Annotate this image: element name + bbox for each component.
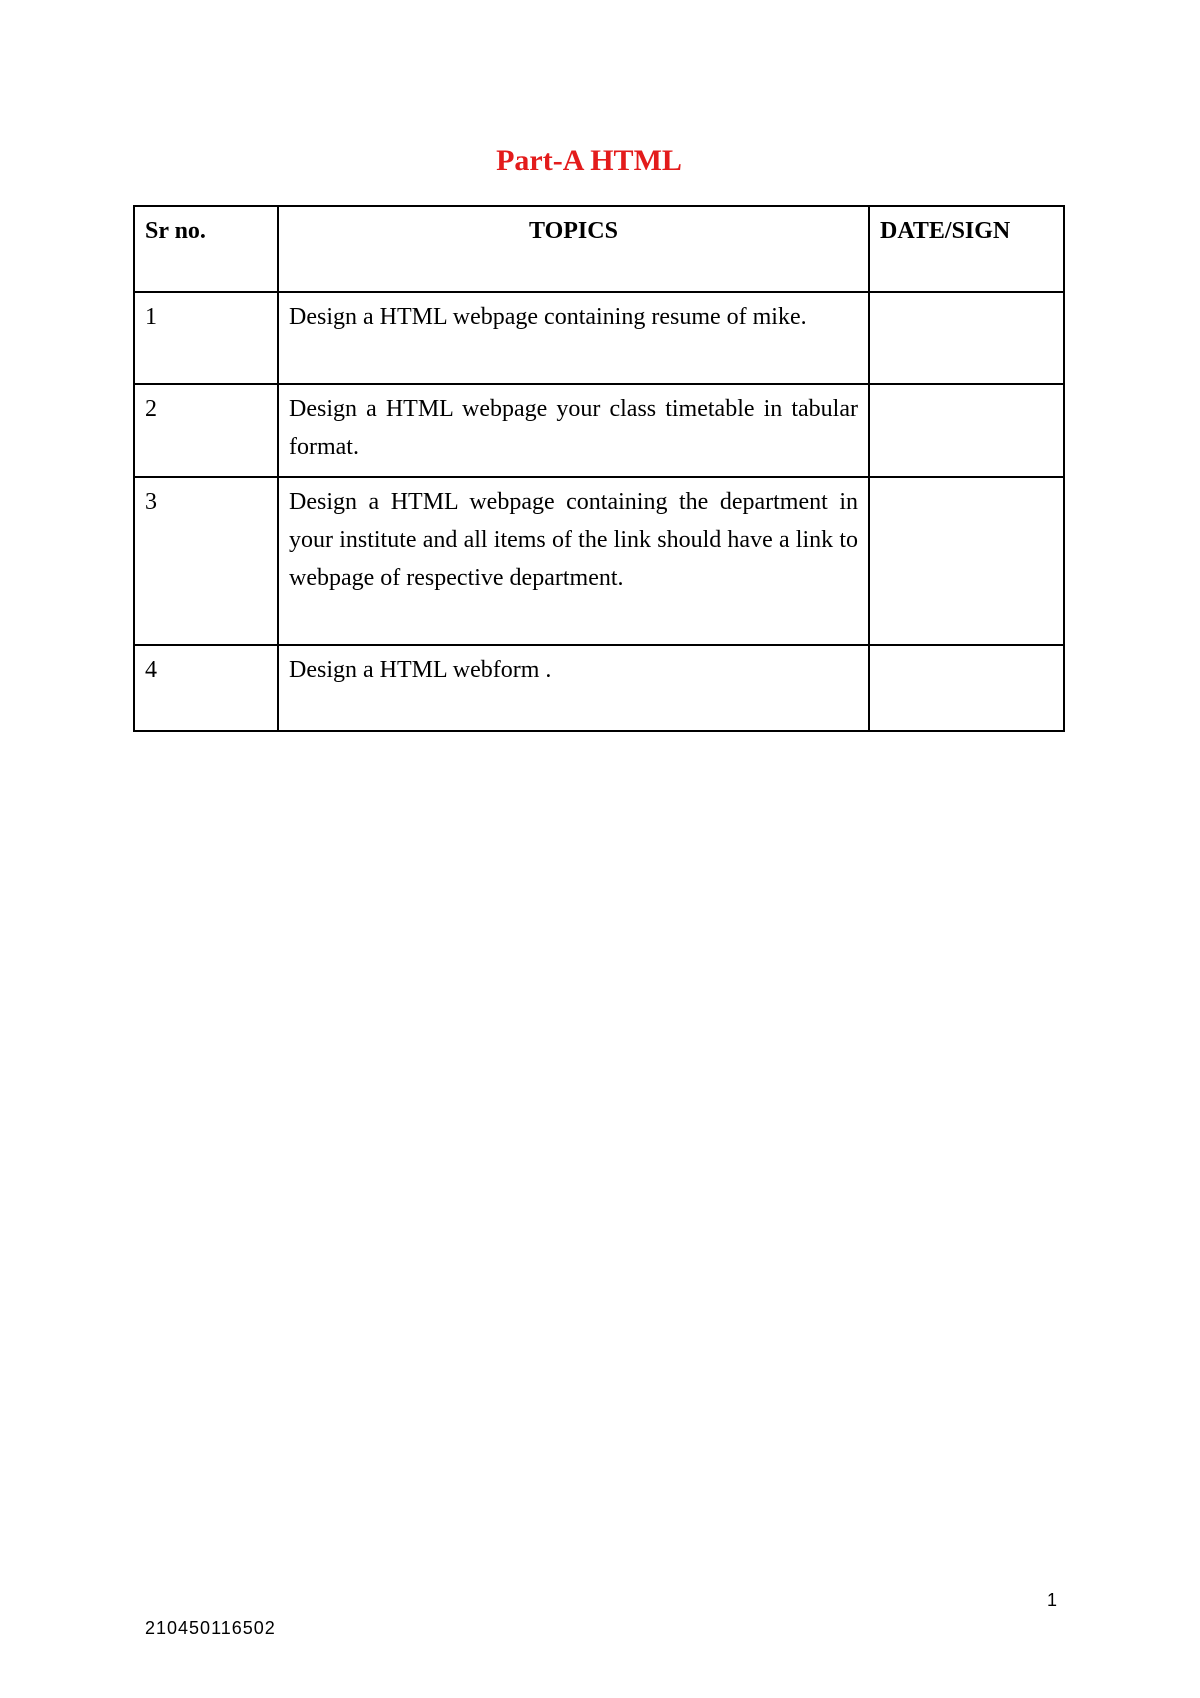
row-date-sign — [869, 477, 1064, 645]
page-number: 1 — [1047, 1590, 1058, 1610]
row-sr-no: 4 — [134, 645, 278, 731]
document-id: 210450116502 — [145, 1618, 276, 1638]
row-topic: Design a HTML webpage your class timetable in tabular format. — [278, 384, 869, 477]
row-sr-no: 2 — [134, 384, 278, 477]
topics-table — [133, 205, 1065, 732]
table-header-row — [134, 206, 1064, 292]
table-row — [134, 645, 1064, 731]
row-date-sign — [869, 645, 1064, 731]
row-sr-no: 3 — [134, 477, 278, 645]
row-topic: Design a HTML webpage containing the department in your institute and all items of the link should have a link to webpage of respective department. — [278, 477, 869, 645]
row-date-sign — [869, 384, 1064, 477]
row-sr-no: 1 — [134, 292, 278, 384]
header-sr-no: Sr no. — [134, 206, 278, 292]
header-topics: TOPICS — [278, 206, 869, 292]
table-row — [134, 384, 1064, 477]
row-topic: Design a HTML webform . — [278, 645, 869, 731]
page-title: Part-A HTML — [496, 144, 682, 177]
header-date-sign: DATE/SIGN — [869, 206, 1064, 292]
row-date-sign — [869, 292, 1064, 384]
table-row — [134, 292, 1064, 384]
row-topic: Design a HTML webpage containing resume of mike. — [278, 292, 869, 384]
table-row — [134, 477, 1064, 645]
